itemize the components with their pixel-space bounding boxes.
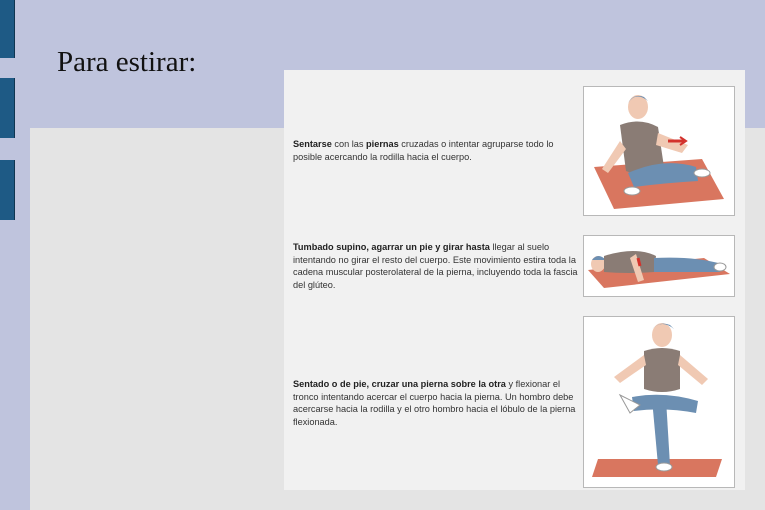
supine-twist-stretch-icon bbox=[583, 235, 735, 297]
exercise-1-text-b: cruzadas o intentar agruparse todo lo posible acercando la rodilla hacia el cuerpo. bbox=[293, 139, 554, 162]
exercise-1-text bbox=[293, 138, 585, 163]
accent-bar-middle bbox=[0, 78, 15, 138]
exercise-1-bold-a: Sentarse bbox=[293, 139, 332, 149]
exercise-2-text bbox=[293, 241, 585, 291]
slide-title: Para estirar: bbox=[57, 46, 197, 78]
exercise-1-bold-b: piernas bbox=[366, 139, 399, 149]
seated-cross-leg-stretch-icon bbox=[583, 86, 735, 216]
accent-bar-top bbox=[0, 0, 15, 58]
exercise-2-bold: Tumbado supino, agarrar un pie y girar hasta bbox=[293, 242, 490, 252]
exercise-3-body: y flexionar el tronco intentando acercar el cuerpo hacia la pierna. Un hombro debe acercarse hacia la rodilla y el otro hombro hacia el lóbulo de la pierna flexionada. bbox=[293, 379, 576, 427]
exercise-3-bold: Sentado o de pie, cruzar una pierna sobre la otra bbox=[293, 379, 506, 389]
exercise-1-text-a: con las bbox=[331, 139, 367, 149]
accent-bar-bottom bbox=[0, 160, 15, 220]
exercise-2-body: llegar al suelo intentando no girar el resto del cuerpo. Este movimiento estira toda la cadena muscular posterolateral de la pierna, incluyendo toda la fascia del glúteo. bbox=[293, 242, 578, 290]
stretch-figure-card bbox=[284, 70, 745, 490]
standing-figure-four-stretch-icon bbox=[583, 316, 735, 488]
exercise-3-text bbox=[293, 378, 585, 428]
